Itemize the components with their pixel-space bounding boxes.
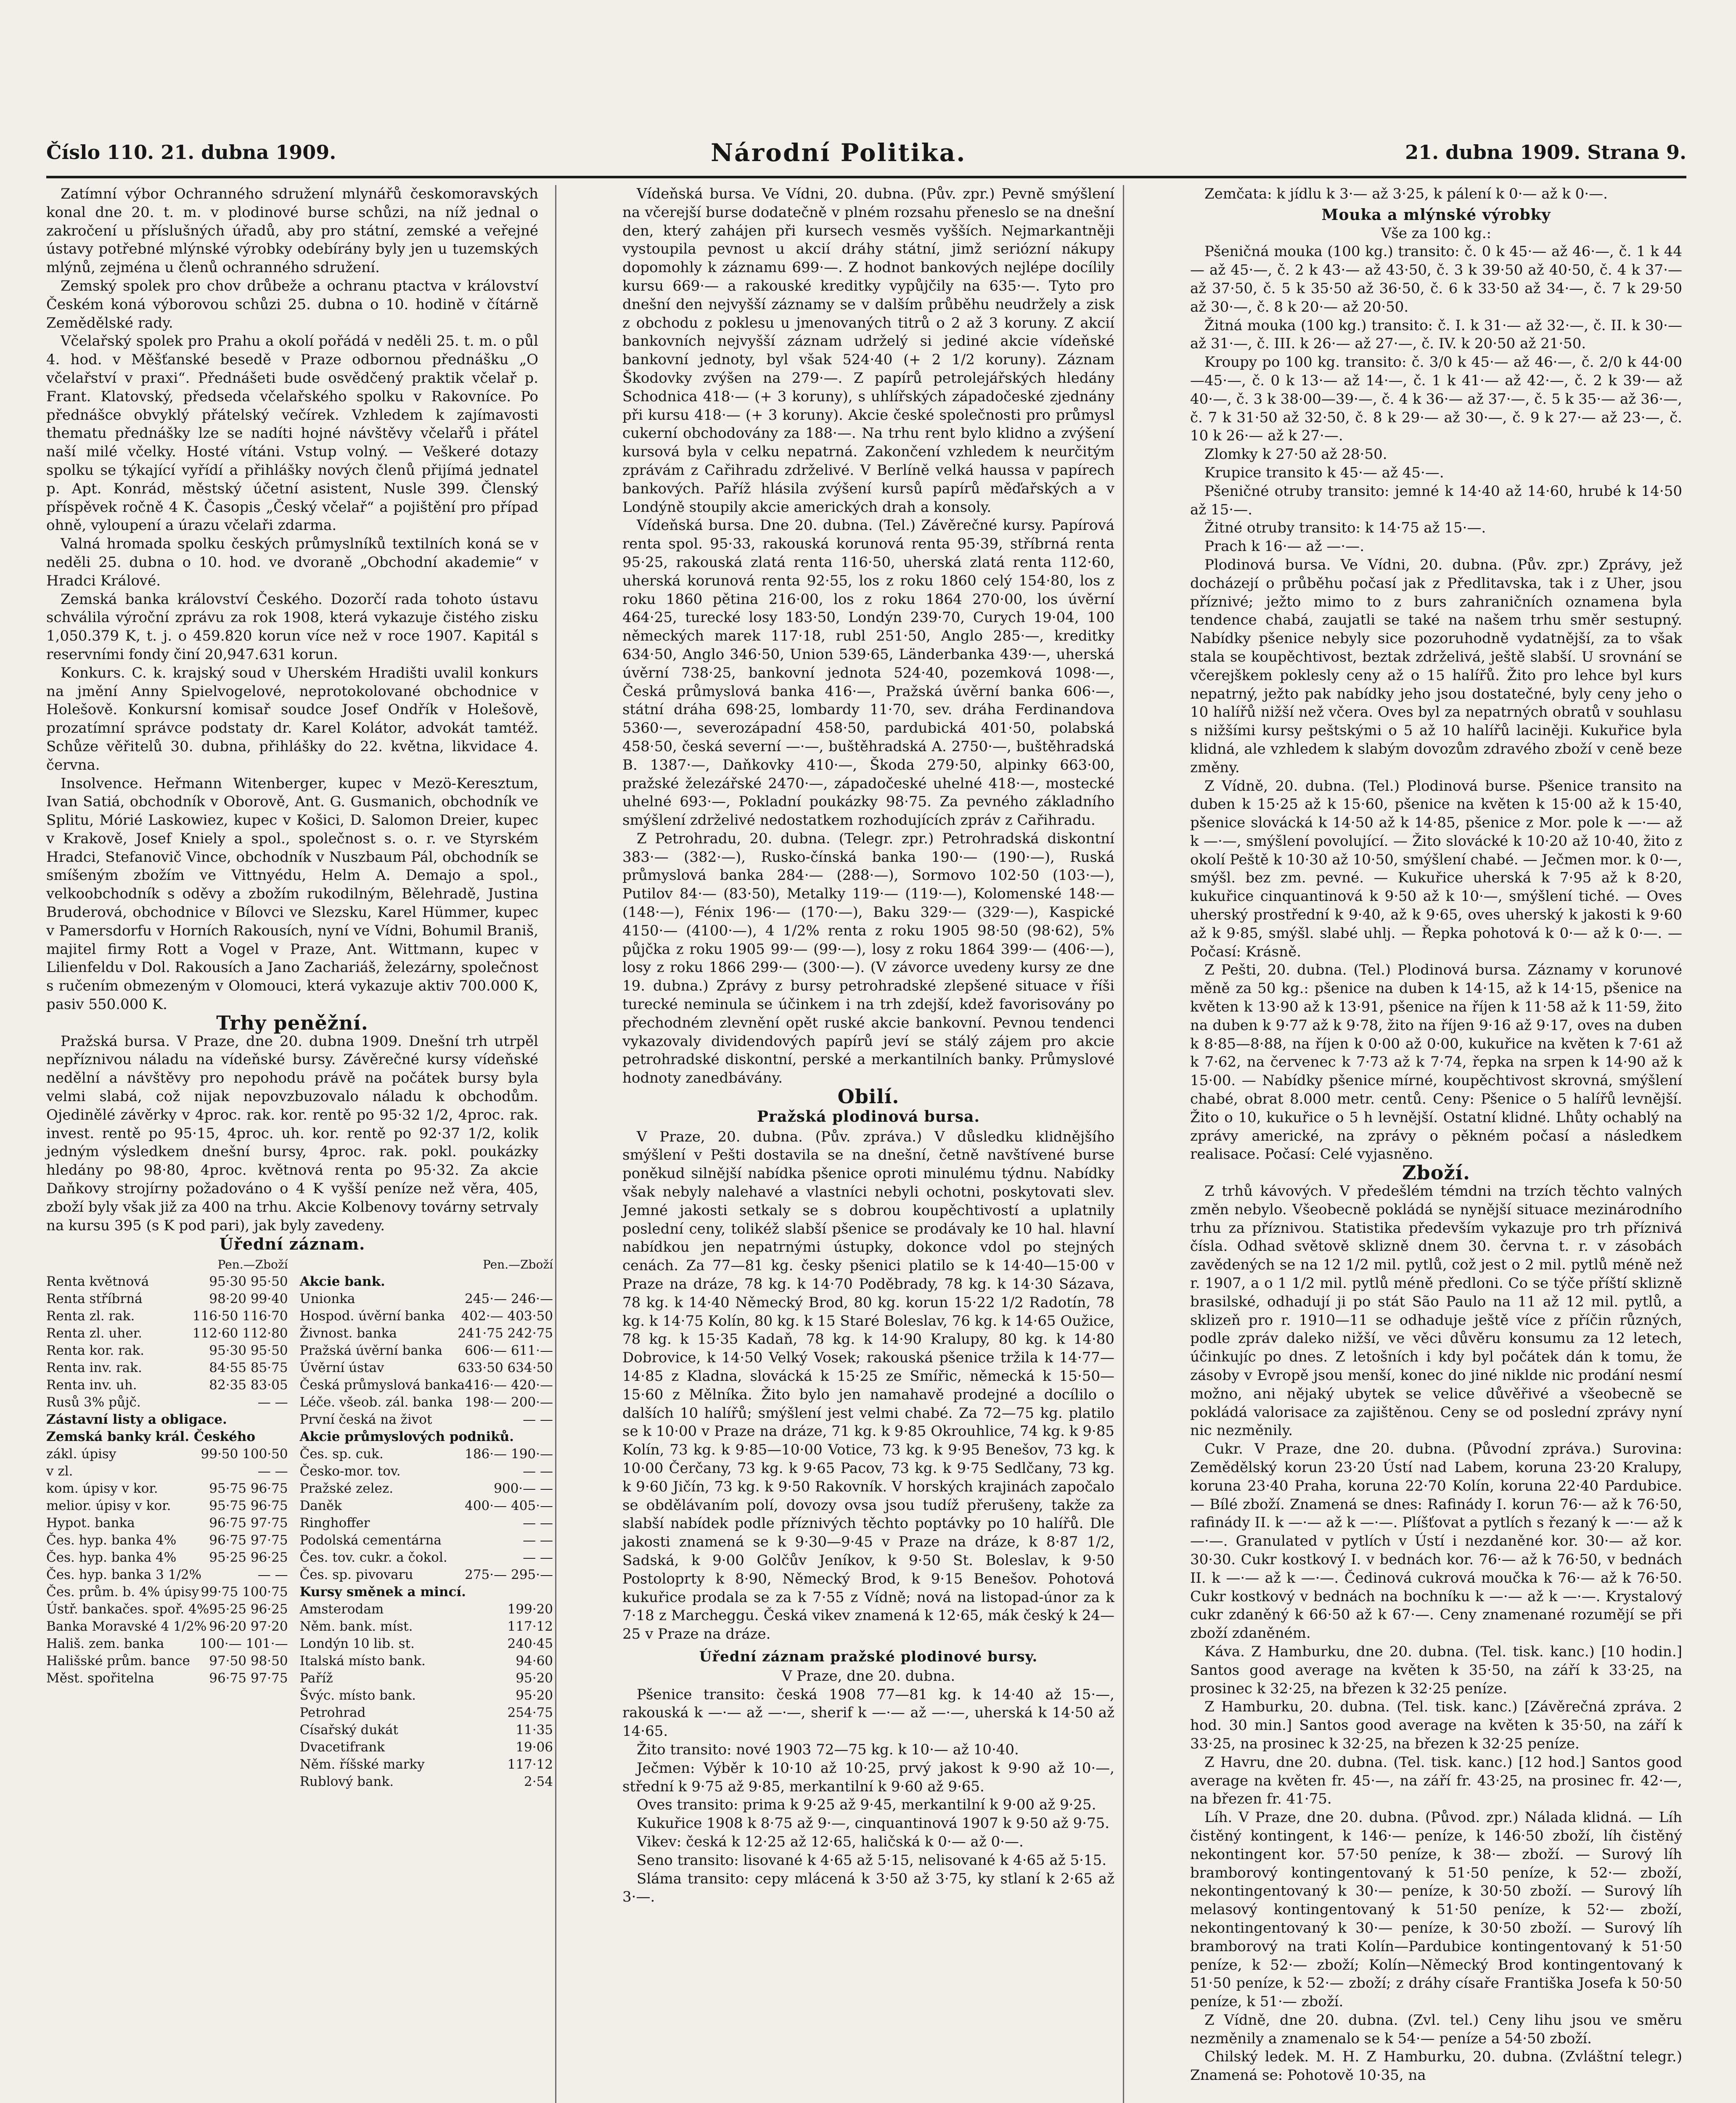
rate-values: 240·45 <box>507 1636 553 1652</box>
subheading: Pražská plodinová bursa. <box>757 1107 980 1126</box>
market-entry: Vikev: česká k 12·25 až 12·65, haličská k 0·— až 0·—. <box>637 1833 1024 1850</box>
rate-row <box>46 1618 288 1635</box>
rate-name: Zástavní listy a obligace. <box>46 1412 227 1428</box>
rate-name: Čes. hyp. banka 4% <box>46 1550 177 1565</box>
rate-row <box>300 1670 553 1687</box>
rate-name: Podolská cementárna <box>299 1533 442 1548</box>
rate-name: Čes. sp. pivovaru <box>299 1567 413 1583</box>
rate-name: Petrohrad <box>299 1705 366 1721</box>
article-paragraph: Z trhů kávových. V předešlém témdni na trzích těchto valných změn nebylo. Všeobecně pokládá se nynější situace mezinárodního trhu za příznivou. Statistika především vykazuje pro trh příznivá čísla. Odhad světově sklizně dnem 30. června t. r. v zásobách zavědených se na 12 1/2 mil. pytlů, což jest o 2 mil. pytlů méně než r. 1907, a o 1 1/2 mil. pytlů méně předloni. Co se týče příští sklizně brasilské, odhadují ji po stát São Paulo na 11 až 12 mil. pytlů, a sklizeň pro r. 1910—11 se odhaduje ještě více z příčin různých, podle zpráv daleko nižší, ve věci důvěru konsumu za 12 letech, účinkujíc po dnes. Z letošních i kdy byl počátek dán k tomu, že zásoby v Evropě jsou menší, konec do jiné niklde nic prodání nesmí možno, ani nějaký ubytek se velice důvěřivé a všeobecně se pokládá valorisace za zajištěnou. Ceny se od poslední zprávy nyní nic nezměnily. <box>1190 1183 1682 1439</box>
rate-name: Kursy směnek a mincí. <box>299 1584 466 1600</box>
rate-values: 84·55 85·75 <box>209 1360 288 1376</box>
rate-values: 245·— 246·— <box>465 1291 553 1307</box>
market-entry: Žitná mouka (100 kg.) transito: č. I. k 31·— až 32·—, č. II. k 30·— až 31·—, č. III. k 26·— až 27·—, č. IV. k 20·50 až 21·50. <box>1190 317 1682 352</box>
rate-name: Zemská banky král. Českého <box>46 1429 256 1445</box>
article-paragraph: Konkurs. C. k. krajský soud v Uherském Hradišti uvalil konkurs na jmění Anny Spielvogelové, neprotokolované obchodnice v Holešově. Konkursní komisař soudce Josef Ondřík v Holešově, prozatímní správce podstaty dr. Karel Kolátor, advokát tamtéž. Schůze věřitelů 30. dubna, přihlášky do 22. května, likvidace 4. června. <box>46 664 538 773</box>
rate-row <box>300 1480 553 1497</box>
market-entry: Kukuřice 1908 k 8·75 až 9·—, cinquantinová 1907 k 9·50 až 9·75. <box>637 1815 1110 1832</box>
rate-row <box>46 1394 288 1411</box>
rate-values: 95·25 96·25 <box>209 1550 288 1565</box>
rate-values: 117·12 <box>507 1757 553 1772</box>
column-2 <box>622 185 1114 2103</box>
rate-row <box>46 1515 288 1532</box>
rate-values: 96·75 97·75 <box>209 1533 288 1548</box>
rate-row <box>46 1480 288 1497</box>
rate-name: Něm. říšské marky <box>299 1757 425 1772</box>
rate-row <box>300 1704 553 1722</box>
rate-values: 19·06 <box>516 1740 553 1755</box>
rate-row <box>300 1635 553 1653</box>
page-header <box>46 138 1686 170</box>
market-entry: Zlomky k 27·50 až 28·50. <box>1204 446 1387 463</box>
rate-values: 241·75 242·75 <box>458 1326 553 1341</box>
rate-row <box>300 1497 553 1515</box>
rate-row <box>300 1687 553 1704</box>
section-heading: Zboží. <box>1402 1161 1471 1184</box>
article-paragraph: Chilský ledek. M. H. Z Hamburku, 20. dubna. (Zvláštní telegr.) Znamená se: Pohotově 10·35, na <box>1190 2048 1682 2084</box>
section-heading: Obilí. <box>837 1085 900 1108</box>
rate-values: 82·35 83·05 <box>209 1377 288 1393</box>
rate-name: Pražské zelez. <box>299 1481 394 1496</box>
date-page: 21. dubna 1909. Strana 9. <box>1405 141 1686 164</box>
subheading: Mouka a mlýnské výrobky <box>1321 206 1551 224</box>
rate-name: Renta inv. rak. <box>46 1360 142 1376</box>
rate-values: 96·75 97·75 <box>209 1515 288 1531</box>
rate-values: 199·20 <box>507 1602 553 1617</box>
rate-values: 95·75 96·75 <box>209 1481 288 1496</box>
article-paragraph: Vídeňská bursa. Ve Vídni, 20. dubna. (Pův. zpr.) Pevně smýšlení na včerejší burse dodatečně v plném rozsahu přeneslo se na dnešní den, který zahájen při kursech vesměs vyšších. Nejmarkantněji vystoupila pevnost u akcií dráhy státní, jimž seriózní nákupy dopomohly k záznamu 699·—. Z hodnot bankových nejlépe docílily kursu 669·— a rakouské kreditky vypůjčily na 635·—. Tyto pro dnešní den nejvyšší záznamy se v dalším průběhu neudržely a zisk z obchodu z poklesu u jmenovaných titrů o 2 až 3 koruny. Z akcií bankovních nejvyšší záznam udrželý si jediné akcie vídeňské bankovní jednoty, byl však 524·40 (+ 2 1/2 koruny). Záznam Škodovky zvýšen na 279·—. Z papírů petrolejářských hledány Schodnica 418·— (+ 3 koruny), s uhlířských západočeské zjednány při kursu 418·— (+ 3 koruny). Akcie české společnosti pro průmysl cukerní obchodovány za 188·—. Na trhu rent bylo klidno a zvýšení kursová byla v celku nepatrná. Zakončení vzhledem k neurčitým zprávám z Cařihradu zdrželivé. V Berlíně velká haussa v papírech bankových. Paříž hlásila zvýšení kursů papírů měďařských a v Londýně stoupily akcie amerických drah a konsoly. <box>622 185 1114 516</box>
rate-name: Unionka <box>299 1291 355 1307</box>
rate-row <box>300 1773 553 1790</box>
rate-values: 98·20 99·40 <box>209 1291 288 1307</box>
section-heading: Trhy peněžní. <box>216 1011 368 1034</box>
market-entry: Zemčata: k jídlu k 3·— až 3·25, k pálení k 0·— až k 0·—. <box>1204 185 1608 202</box>
rate-name: Renta zl. rak. <box>46 1308 135 1324</box>
rate-name: Čes. hyp. banka 4% <box>46 1533 177 1548</box>
rate-values: — — <box>257 1567 288 1583</box>
rate-name: Renta kor. rak. <box>46 1343 144 1359</box>
rate-name: Rusů 3% půjč. <box>46 1395 141 1410</box>
rate-name: Hališ. zem. banka <box>46 1636 164 1652</box>
rate-values: 94·60 <box>516 1653 553 1669</box>
rate-values: — — <box>257 1395 288 1410</box>
rate-values: 95·30 95·50 <box>209 1343 288 1359</box>
rate-values: 400·— 405·— <box>465 1498 553 1514</box>
rate-values: 116·50 116·70 <box>192 1308 288 1324</box>
market-entry: Žito transito: nové 1903 72—75 kg. k 10·— až 10·40. <box>637 1741 1019 1758</box>
header-rule <box>46 176 1686 178</box>
rate-row <box>46 1549 288 1566</box>
rate-row <box>46 1342 288 1359</box>
rate-row <box>46 1411 288 1428</box>
article-paragraph: Cukr. V Praze, dne 20. dubna. (Původní zpráva.) Surovina: Zemědělský korun 23·20 Ústí nad Labem, koruna 23·20 Kralupy, koruna 23·40 Praha, koruna 22·70 Kolín, koruna 22·40 Pardubice. — Bílé zboží. Znamená se dnes: Rafinády I. korun 76·— až k 76·50, rafinády II. k —·— až k —·—. Plíšťovat a pytlích s řezaný k —·— až k —·—. Granulated v pytlích v Ústí i nezdaněné kor. 30·— až kor. 30·30. Cukr kostkový I. v bednách kor. 76·— až k 76·50, v bednách II. k —·— až k —·—. Čedinová cukrová moučka k 76·— až k 76·50. Cukr kostkový v bednách na bochníku k —·— až k —·—. Krystalový cukr zdaněný k 66·50 až k 67·—. Ceny znamenané rozumějí se při zboží zdaněném. <box>1190 1441 1682 1642</box>
market-entry: Kroupy po 100 kg. transito: č. 3/0 k 45·— až 46·—, č. 2/0 k 44·00—45·—, č. 0 k 13·— až 14·—, č. 1 k 41·— až 42·—, č. 2 k 39·— až 40·—, č. 3 k 38·00—39·—, č. 4 k 36·— až 37·—, č. 5 k 35·— až 36·—, č. 7 k 31·50 až 32·50, č. 8 k 29·— až 30·—, č. 9 k 27·— až 23·—, č. 10 k 26·— až k 27·—. <box>1190 354 1682 445</box>
rate-name: Léče. všeob. zál. banka <box>299 1395 453 1410</box>
rate-row <box>300 1722 553 1739</box>
article-paragraph: Plodinová bursa. Ve Vídni, 20. dubna. (Pův. zpr.) Zprávy, jež docházejí o průběhu počasí jak z Předlitavska, tak i z Uher, jsou příznivé; ježto mimo to z burs zahraničních oznamena byla tendence chabá, zaujatli se také na našem trhu směr sestupný. Nabídky pšenice nebyly sice pozoruhodně vydatnější, za to však stala se koupěchtivost, beztak zdrželivá, ještě slabší. U srovnání se včerejškem poklesly ceny až o 15 halířů. Žito pro lehce byl kurs nepatrný, ježto pak nabídky jeho jsou dostatečné, byly ceny jeho o 10 halířů nižší než včera. Oves byl za nepatrných obratů v souhlasu s nižšími kursy peštskými o 5 až 10 halířů laciněji. Kukuřice byla klidná, ale vzhledem k slabým dovozům zdravého zboží v ceně beze změny. <box>1190 556 1682 776</box>
market-entry: Pšeničná mouka (100 kg.) transito: č. 0 k 45·— až 46·—, č. 1 k 44 — až 45·—, č. 2 k 43·— až 43·50, č. 3 k 39·50 až 40·50, č. 4 k 37·— až 37·50, č. 5 k 35·50 až 36·50, č. 6 k 33·50 až 34·—, č. 7 k 29·50 až 30·—, č. 8 k 20·— až 20·50. <box>1190 243 1682 315</box>
rate-values: — — <box>523 1464 553 1479</box>
rate-row <box>300 1359 553 1377</box>
rate-row <box>300 1653 553 1670</box>
rate-values: 112·60 112·80 <box>192 1326 288 1341</box>
rate-name: Hališské prům. bance <box>46 1653 190 1669</box>
rate-row <box>46 1273 288 1290</box>
rate-row <box>46 1446 288 1463</box>
rate-name: Hypot. banka <box>46 1515 135 1531</box>
table-header: Pen.—Zboží <box>482 1258 553 1272</box>
rate-values: 198·— 200·— <box>465 1395 553 1410</box>
subheading: Úřední záznam pražské plodinové bursy. <box>699 1648 1038 1665</box>
rate-name: Česká průmyslová banka <box>299 1377 465 1393</box>
rate-row <box>46 1290 288 1308</box>
rate-values: 117·12 <box>507 1619 553 1634</box>
article-paragraph: Zemská banka království Českého. Dozorčí rada tohoto ústavu schválila výroční zprávu za rok 1908, která vykazuje čistého zisku 1,050.379 K, t. j. o 459.820 korun více než v roce 1907. Kapitál s reservními fondy činí 20,947.631 korun. <box>46 591 538 663</box>
rate-name: Česko-mor. tov. <box>299 1464 401 1479</box>
rate-row <box>46 1670 288 1687</box>
rate-row <box>300 1549 553 1566</box>
rate-row <box>300 1342 553 1359</box>
rate-name: Rublový bank. <box>299 1774 394 1790</box>
rate-name: v zl. <box>46 1464 73 1479</box>
rate-values: 95·20 <box>516 1671 553 1686</box>
rate-values: 606·— 611·— <box>465 1343 553 1359</box>
rate-name: Čes. sp. cuk. <box>299 1446 384 1462</box>
article-paragraph: Zatímní výbor Ochranného sdružení mlynářů českomoravských konal dne 20. t. m. v plodinové burse schůzi, na níž jednal o zakročení u příslušných úřadů, aby pro státní, zemské a veřejné ústavy potřebné mlýnské výrobky odebírány byly jen u tuzemských mlýnů, zejména u členů ochranného sdružení. <box>46 185 538 276</box>
rate-name: Dvacetifrank <box>299 1740 385 1755</box>
rate-row <box>46 1566 288 1584</box>
rate-row <box>300 1739 553 1756</box>
rates-right-list <box>300 1273 553 1790</box>
market-entry: Krupice transito k 45·— až 45·—. <box>1204 464 1444 481</box>
rate-name: Čes. prům. b. 4% úpisy <box>46 1584 199 1600</box>
rate-name: Ústř. bankačes. spoř. 4% <box>46 1602 209 1617</box>
rate-row <box>300 1394 553 1411</box>
article-paragraph: Insolvence. Heřmann Witenberger, kupec v Mezö-Keresztum, Ivan Satiá, obchodník v Oborově, Ant. G. Gusmanich, obchodník ve Splitu, Mórié Laskowiez, kupec v Košici, D. Salomon Dreier, kupec v Krakově, Josef Kniely a spol., společnost s. o. r. ve Styrském Hradci, Stefanovič Vince, obchodník v Nuszbaum Pál, obchodník se smíšeným zbožím ve Vittnyédu, Helm A. Demajo a spol., velkoobchodník s oděvy a zbožím rukodilným, Bělehradě, Justina Bruderová, obchodnice v Bílovci ve Slezsku, Karel Hümmer, kupec v Pamersdorfu v Horních Rakousích, nyní ve Vídni, Bohumil Braniš, majitel firmy Rott a Vogel v Praze, Ant. Wittmann, kupec v Lilienfeldu v Dol. Rakousích a Jano Zachariáš, železárny, společnost s ručením obmezeným v Olomouci, která vykazuje aktiv 700.000 K, pasiv 550.000 K. <box>46 775 538 1013</box>
rate-row <box>300 1446 553 1463</box>
article-paragraph: Včelařský spolek pro Prahu a okolí pořádá v neděli 25. t. m. o půl 4. hod. v Měšťanské besedě v Praze odbornou přednášku „O včelařství v praxi“. Přednášeti bude osvědčený praktik včelař p. Frant. Klatovský, předseda včelařského spolku v Rakovníce. Po přednášce obvyklý přátelský večírek. Vzhledem k zajímavosti thematu přednášky lze se nadíti hojné návštěvy včelařů i přátel naší milé včelky. Hosté vítáni. Vstup volný. — Veškeré dotazy spolku se týkající vyřídí a přihlášky nových členů přijímá jednatel p. Apt. Konrád, městský účetní asistent, Nusle 399. Členský příspěvek ročně 4 K. Časopis „Český včelař“ a pojištění pro případ ohně, vyloupení a úrazu včelaři zdarma. <box>46 333 538 534</box>
article-paragraph: Vídeňská bursa. Dne 20. dubna. (Tel.) Závěrečné kursy. Papírová renta spol. 95·33, rakouská korunová renta 95·39, stříbrná renta 95·25, rakouská zlatá renta 116·50, uherská zlatá renta 112·60, uherská korunová renta 92·55, los z roku 1860 celý 154·80, los z roku 1860 pětina 216·00, los z roku 1864 270·00, los úvěrní 464·25, turecké losy 183·50, Londýn 239·70, Curych 19·04, 100 německých marek 117·18, rubl 251·50, Anglo 285·—, kreditky 634·50, Anglo 346·50, Union 539·65, Länderbanka 439·—, uherská úvěrní 738·25, bankovní jednota 524·40, pozemková 1098·—, Česká průmyslová banka 416·—, Pražská úvěrní banka 606·—, státní dráha 698·25, lombardy 11·70, sev. dráha Ferdinandova 5360·—, severozápadní 458·50, pardubická 401·50, polabská 458·50, česká severní —·—, buštěhradská A. 2750·—, buštěhradská B. 1387·—, Daňkovky 410·—, Škoda 279·50, alpinky 663·00, pražské železářské 2470·—, západočeské uhelné 418·—, mostecké uhelné 693·—, Pokladní poukázky 98·75. Za pevného základního smýšlení zdrželivé nedostatkem rozhodujících zpráv z Cařihradu. <box>622 517 1114 829</box>
article-paragraph: V Praze, 20. dubna. (Pův. zpráva.) V důsledku klidnějšího smýšlení v Pešti dostavila se na dnešní, četně navštívené burse poněkud silnější nabídka pšenice oproti minulému týdnu. Nabídky však nebyly nalehavé a vlastníci nebyli ochotni, poskytovati slev. Jemné jakosti setkaly se s dobrou koupěchtivostí a uplatnily poslední ceny, tolikéž slabší pšenice se prodávaly ke 10 hal. hlavní nabídkou jen nepatrnými ústupky, dokonce vdol po stejných cenách. Za 77—81 kg. česky pšenici platilo se k 14·40—15·00 v Praze na dráze, 78 kg. k 14·70 Poděbrady, 78 kg. k 14·30 Sázava, 78 kg. k 14·40 Německý Brod, 80 kg. korun 15·22 1/2 Radotín, 78 kg. k 14·75 Kolín, 80 kg. k 15 Staré Boleslav, 76 kg. k 14·65 Oužice, 78 kg. k 15·35 Kadaň, 78 kg. k 14·90 Kralupy, 80 kg. k 14·80 Dobrovice, k 14·50 Velký Vosek; rakouská pšenice tržila k 14·77—14·85 z Kladna, slovácká k 15·25 ze Smířic, německá k 15·50—15·60 z Mělníka. Žito bylo jen namahavě prodejné a docílilo o dalších 10 halířů; smýšlení jest velmi chabé. Za 72—75 kg. platilo se k 10·00 v Praze na dráze, 71 kg. k 9·85 Okrouhlice, 74 kg. k 9·85 Kolín, 73 kg. k 9·85—10·00 Votice, 73 kg. k 9·95 Benešov, 73 kg. k 10·00 Čerčany, 73 kg. k 9·65 Pacov, 73 kg. k 9·75 Sedlčany, 73 kg. k 9·60 Jičín, 73 kg. k 9·50 Rakovník. V horských krajinách započalo se obdělávaním polí, dovozy ovsa jsou tudíž přerušeny, takže za slabší nabídek podle příznivých těchto poptávky po 10 halířů. Dle jakosti znamená se k 9·30—9·45 v Praze na dráze, k 8·87 1/2, Sadská, k 9·00 Golčův Jeníkov, k 9·50 St. Boleslav, k 9·50 Postoloprty k 8·90, Německý Brod, k 9·15 Benešov. Pohotová kukuřice prodala se za k 7·55 z Vídně; nová na listopad-únor za k 7·18 z Marcheggu. Česká vikev znamená k 12·65, mák český k 24—25 v Praze na dráze. <box>622 1128 1114 1643</box>
rate-name: Renta květnová <box>46 1274 149 1290</box>
rate-row <box>300 1411 553 1428</box>
market-entry: Sláma transito: cepy mlácená k 3·50 až 3·75, ky stlaní k 2·65 až 3·—. <box>622 1870 1114 1906</box>
rate-name: kom. úpisy v kor. <box>46 1481 158 1496</box>
rate-name: Italská místo bank. <box>299 1653 426 1669</box>
rate-name: melior. úpisy v kor. <box>46 1498 171 1514</box>
table-title: Úřední záznam. <box>219 1234 365 1254</box>
rate-values: 633·50 634·50 <box>458 1360 553 1376</box>
rate-name: Renta stříbrná <box>46 1291 143 1307</box>
rate-row <box>300 1463 553 1480</box>
article-paragraph: Z Pešti, 20. dubna. (Tel.) Plodinová bursa. Záznamy v korunové měně za 50 kg.: pšenice na duben k 14·15, až k 14·15, pšenice na květen k 13·90 až k 13·91, pšenice na říjen k 11·58 až k 11·59, žito na duben k 9·77 až k 9·78, žito na říjen 9·16 až 9·17, oves na duben k 8·85—8·88, na říjen k 0·00 až 0·00, kukuřice na květen k 7·61 až k 7·62, na červenec k 7·73 až k 7·74, řepka na srpen k 14·90 až k 15·00. — Nabídky pšenice mírné, koupěchtivost skrovná, smýšlení chabé, obrat 8.000 metr. centů. Ceny: Pšenice o 5 halířů levnější. Žito o 10, kukuřice o 5 h levnější. Ostatní klidné. Lhůty ochablý na zprávy americké, na zprávy o pěkném počasí a následkem realisace. Počasí: Celé vyjasněno. <box>1190 961 1682 1163</box>
market-entry: Ječmen: Výběr k 10·10 až 10·25, prvý jakost k 9·90 až 10·—, střední k 9·75 až 9·85, merkantilní k 9·60 až 9·65. <box>622 1759 1114 1795</box>
rate-row <box>300 1308 553 1325</box>
rate-values: — — <box>523 1412 553 1428</box>
column-divider <box>555 185 556 2103</box>
article-paragraph: Zemský spolek pro chov drůbeže a ochranu ptactva v království Českém koná výborovou schůzi 25. dubna o 10. hodině v čítárně Zemědělské rady. <box>46 277 538 331</box>
article-paragraph: Z Petrohradu, 20. dubna. (Telegr. zpr.) Petrohradská diskontní 383·— (382·—), Rusko-čínská banka 190·— (190·—), Ruská průmyslová banka 284·— (288·—), Sormovo 102·50 (103·—), Putilov 84·— (83·50), Metalky 119·— (119·—), Kolomenské 148·— (148·—), Fénix 196·— (170·—), Baku 329·— (329·—), Kaspické 4150·— (4100·—), 4 1/2% renta z roku 1905 98·50 (98·62), 5% půjčka z roku 1905 99·— (99·—), losy z roku 1864 399·— (406·—), losy z roku 1866 299·— (300·—). (V závorce uvedeny kursy ze dne 19. dubna.) Zprávy z bursy petrohradské zlepšené situace v říši turecké neminula se účinkem i na trh zdejší, kdež favorisovány po přechodném zlevnění opět ruské akcie bankovní. Pevnou tendenci vykazovaly dividendových papírů jeví se stálý zájem pro akcie petrohradské diskontní, perské a merkantilních banky. Průmyslové hodnoty zanedbávány. <box>622 830 1114 1087</box>
rate-name: Renta zl. uher. <box>46 1326 142 1341</box>
rate-values: 96·20 97·20 <box>209 1619 288 1634</box>
rate-values: — — <box>523 1533 553 1548</box>
rate-row <box>46 1653 288 1670</box>
rate-values: 2·54 <box>524 1774 553 1790</box>
subheading-note: Vše za 100 kg.: <box>1381 225 1492 242</box>
rate-values: 95·75 96·75 <box>209 1498 288 1514</box>
rate-name: Amsterodam <box>299 1602 384 1617</box>
rate-values: 416·— 420·— <box>465 1377 553 1393</box>
rate-values: 97·50 98·50 <box>209 1653 288 1669</box>
rate-row <box>300 1756 553 1773</box>
article-paragraph: Káva. Z Hamburku, dne 20. dubna. (Tel. tisk. kanc.) [10 hodin.] Santos good average na květen k 35·50, na září k 33·25, na prosinec k 32·25, na březen k 32·25 peníze. <box>1190 1643 1682 1697</box>
rate-name: Čes. hyp. banka 3 1/2% <box>46 1567 202 1583</box>
rate-name: zákl. úpisy <box>46 1446 116 1462</box>
rate-values: 186·— 190·— <box>465 1446 553 1462</box>
rate-row <box>46 1325 288 1342</box>
rate-row <box>300 1273 553 1290</box>
issue-number: Číslo 110. 21. dubna 1909. <box>46 141 336 164</box>
rate-values: 275·— 295·— <box>465 1567 553 1583</box>
rate-name: Akcie bank. <box>299 1274 385 1290</box>
rate-values: — — <box>523 1515 553 1531</box>
rate-name: Pražská úvěrní banka <box>299 1343 443 1359</box>
rate-row <box>46 1532 288 1549</box>
rates-table <box>46 1256 553 1790</box>
rate-row <box>46 1308 288 1325</box>
rate-values: — — <box>257 1464 288 1479</box>
rate-name: Londýn 10 lib. st. <box>299 1636 415 1652</box>
rate-values: 402·— 403·50 <box>461 1308 553 1324</box>
rate-values: 95·20 <box>516 1688 553 1703</box>
market-entry: Prach k 16·— až —·—. <box>1204 538 1365 555</box>
column-3 <box>1190 185 1682 2103</box>
rate-row <box>300 1566 553 1584</box>
rate-row <box>300 1601 553 1618</box>
rate-row <box>46 1428 288 1446</box>
article-paragraph: Z Vídně, 20. dubna. (Tel.) Plodinová burse. Pšenice transito na duben k 15·25 až k 15·60, pšenice na květen k 15·00 až k 15·40, pšenice slovácká k 14·50 až k 14·85, pšenice z Mor. pole k —·— až k —·—, smýšlení povolující. — Žito slovácké k 10·20 až 10·40, žito z okolí Peště k 10·30 až 10·50, smýšlení chabé. — Ječmen mor. k 0·—, smýšl. bez zm. pevné. — Kukuřice uherská k 7·95 až k 8·20, kukuřice cinquantinová k 9·50 až k 10·—, smýšlení tiché. — Oves uherský prostřední k 9·40, až k 9·65, oves uherský k jakosti k 9·60 až k 9·85, smýšl. slabé uhlj. — Řepka pohotová k 0·— až k 0·—. — Počasí: Krásně. <box>1190 777 1682 960</box>
newspaper-title: Národní Politika. <box>711 138 966 167</box>
rate-name: Císařský dukát <box>299 1722 399 1738</box>
rate-row <box>300 1584 553 1601</box>
article-paragraph: Z Havru, dne 20. dubna. (Tel. tisk. kanc.) [12 hod.] Santos good average na květen fr. 45·—, na září fr. 43·25, na prosinec fr. 42·—, na březen fr. 41·75. <box>1190 1753 1682 1808</box>
rate-name: Švýc. místo bank. <box>299 1688 416 1703</box>
article-paragraph: Z Hamburku, 20. dubna. (Tel. tisk. kanc.) [Závěrečná zpráva. 2 hod. 30 min.] Santos good average na květen k 35·50, na září k 33·25, na prosinec k 32·25, na březen k 32·25 peníze. <box>1190 1698 1682 1752</box>
rate-name: Paříž <box>299 1671 333 1686</box>
article-paragraph: Líh. V Praze, dne 20. dubna. (Původ. zpr.) Nálada klidná. — Líh čistěný kontingent, k 146·— peníze, k 146·50 zboží, líh čistěný nekontingent kor. 57·50 peníze, k 38·— zboží. — Surový líh bramborový kontingentovaný k 51·50 peníze, k 52·— zboží, nekontingentovaný k 30·— peníze, k 30·50 zboží. — Surový líh melasový kontingentovaný k 51·50 peníze, k 52·— zboží, nekontingentovaný k 30·— peníze, k 30·50 zboží. — Surový líh bramborový na trati Kolín—Pardubice kontingentovaný k 51·50 peníze, k 52·— zboží; Kolín—Německý Brod kontingentovaný k 51·50 peníze, k 52·— zboží; z dráhy císaře Františka Josefa k 50·50 peníze, k 51·— zboží. <box>1190 1809 1682 2010</box>
rate-row <box>46 1497 288 1515</box>
rate-name: Čes. tov. cukr. a čokol. <box>299 1550 447 1565</box>
rate-values: 99·50 100·50 <box>201 1446 288 1462</box>
article-paragraph: Valná hromada spolku českých průmyslníků textilních koná se v neděli 25. dubna o 10. hod. ve dvoraně „Obchodní akademie“ v Hradci Králové. <box>46 535 538 589</box>
rate-row <box>300 1515 553 1532</box>
rate-row <box>46 1377 288 1394</box>
market-entry: Žitné otruby transito: k 14·75 až 15·—. <box>1204 519 1486 537</box>
rate-values: — — <box>523 1550 553 1565</box>
article-paragraph: Z Vídně, dne 20. dubna. (Zvl. tel.) Ceny lihu jsou ve směru nezměnily a znamenalo se k 54·— peníze a 54·50 zboží. <box>1190 2011 1682 2047</box>
table-header: Pen.—Zboží <box>217 1258 288 1272</box>
rate-name: Něm. bank. míst. <box>299 1619 413 1634</box>
rate-row <box>300 1618 553 1635</box>
rate-row <box>46 1635 288 1653</box>
column-1 <box>46 185 553 2103</box>
rate-name: Měst. spořitelna <box>46 1671 154 1686</box>
rate-row <box>300 1325 553 1342</box>
rate-row <box>46 1584 288 1601</box>
dateline: V Praze, dne 20. dubna. <box>781 1667 955 1685</box>
rate-row <box>300 1377 553 1394</box>
rate-row <box>300 1290 553 1308</box>
rate-values: 11·35 <box>516 1722 553 1738</box>
rate-values: 95·30 95·50 <box>209 1274 288 1290</box>
rate-row <box>46 1601 288 1618</box>
market-entry: Pšeničné otruby transito: jemné k 14·40 až 14·60, hrubé k 14·50 až 15·—. <box>1190 482 1682 518</box>
rate-values: 99·75 100·75 <box>201 1584 288 1600</box>
rate-name: Ringhoffer <box>299 1515 370 1531</box>
rate-row <box>300 1532 553 1549</box>
rate-values: 900·— — <box>494 1481 553 1496</box>
rate-name: Banka Moravské 4 1/2% <box>46 1619 207 1634</box>
rate-name: Renta inv. uh. <box>46 1377 137 1393</box>
rate-values: 100·— 101·— <box>199 1636 288 1652</box>
rate-row <box>46 1463 288 1480</box>
rate-row <box>300 1428 553 1446</box>
rate-name: Živnost. banka <box>299 1326 397 1341</box>
market-entry: Pšenice transito: česká 1908 77—81 kg. k 14·40 až 15·—, rakouská k —·— až —·—, sherif k —·— až —·—, uherská k 14·50 až 14·65. <box>622 1686 1114 1740</box>
market-entry: Seno transito: lisované k 4·65 až 5·15, nelisované k 4·65 až 5·15. <box>637 1851 1107 1869</box>
rate-values: 96·75 97·75 <box>209 1671 288 1686</box>
rate-values: 254·75 <box>507 1705 553 1721</box>
column-divider <box>1123 185 1124 2103</box>
rate-name: Úvěrní ústav <box>299 1360 384 1376</box>
rate-name: Hospod. úvěrní banka <box>299 1308 445 1324</box>
rate-name: Akcie průmyslových podniků. <box>299 1429 514 1445</box>
rate-name: Daněk <box>299 1498 342 1514</box>
rate-values: 95·25 96·25 <box>209 1602 288 1617</box>
article-paragraph: Pražská bursa. V Praze, dne 20. dubna 1909. Dnešní trh utrpěl nepříznivou náladu na vídeňské bursy. Závěrečné kursy vídeňské nedělní a návštěvy pro nepohodu právě na počátek bursy byla velmi slabá, což nijak nepovzbuzovalo náladu k obchodům. Ojedinělé závěrky v 4proc. rak. kor. rentě po 95·32 1/2, 4proc. rak. invest. rentě po 95·15, 4proc. uh. kor. rentě po 92·37 1/2, kolik jedným výsledkem dnešní bursy, 4proc. rak. pokl. poukázky hledány po 98·80, 4proc. květnová renta po 95·32. Za akcie Daňkovy strojírny požadováno o 4 K vyšší peníze než věra, 405, zboží byly však již za 400 na trhu. Akcie Kolbenovy továrny setrvaly na kursu 395 (s K pod pari), jak byly zavedeny. <box>46 1033 538 1234</box>
market-entry: Oves transito: prima k 9·25 až 9·45, merkantilní k 9·00 až 9·25. <box>637 1796 1096 1814</box>
rates-left-list <box>46 1273 288 1790</box>
rate-name: První česká na život <box>299 1412 432 1428</box>
rate-row <box>46 1359 288 1377</box>
